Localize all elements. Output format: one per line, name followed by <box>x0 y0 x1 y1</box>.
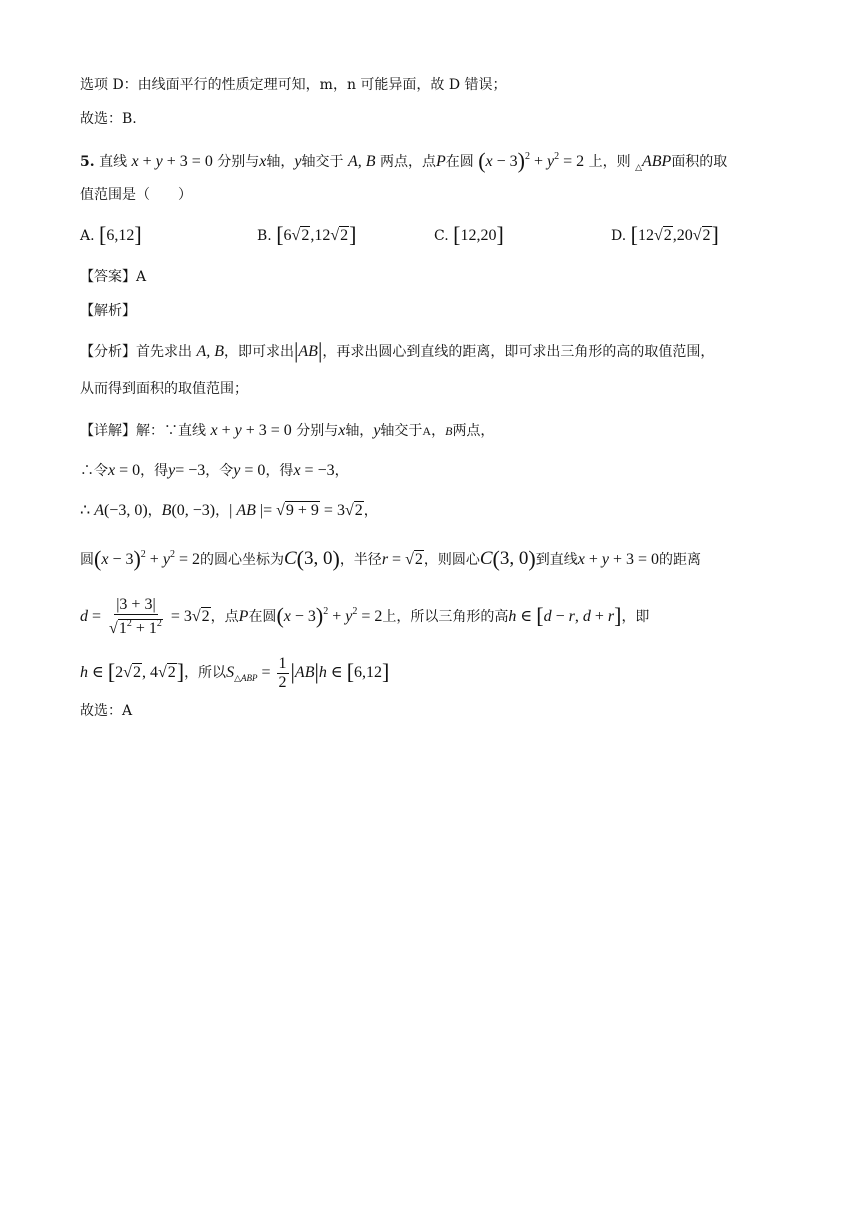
math-interval: [12,20] <box>453 222 504 247</box>
prev-option-d-line: 选项 D：由线面平行的性质定理可知，m，n 可能异面，故 D 错误； <box>80 77 507 93</box>
math-expr: r = √2 <box>381 551 423 568</box>
text-segment: 面积的取 <box>671 154 728 170</box>
math-expr: C(3, 0) <box>479 546 536 571</box>
math-line-equation: x + y + 3 = 0 <box>577 551 659 568</box>
xiangjie-line-3: ∴ A(−3, 0)，B(0, −3)，| AB |= √9 + 9 = 3√2， <box>80 502 378 519</box>
text-segment: 在圆 <box>445 154 474 170</box>
text-segment: 直线 <box>99 154 128 170</box>
math-expr: C(3, 0) <box>283 546 340 571</box>
text-segment: ，再求出圆心到直线的距离，即可求出三角形的高的取值范围， <box>322 344 715 360</box>
math-abs-ab: |AB| <box>294 338 323 363</box>
text-segment: ，则圆心 <box>423 552 480 568</box>
math-line-equation: x + y + 3 = 0 <box>131 153 213 170</box>
option-label: C. <box>434 228 449 244</box>
text-segment: 上，所以三角形的高 <box>382 609 509 625</box>
text-segment: 上，则 <box>588 154 631 170</box>
text-segment: 分别与 <box>217 154 260 170</box>
option-a <box>80 224 142 247</box>
math-interval: [6,12] <box>99 222 142 247</box>
xiangjie-line-2 <box>80 460 349 482</box>
math-point: B <box>445 424 453 438</box>
math-var: P <box>238 608 249 625</box>
math-point: A <box>422 424 432 438</box>
math-points: A, B <box>196 343 224 360</box>
prev-answer-line: 故选：B. <box>80 111 137 127</box>
analysis-tag: 【解析】 <box>80 303 136 319</box>
text-segment: ， <box>334 463 349 479</box>
text-segment: 轴交于 <box>380 423 423 439</box>
math-circle-equation: $(x - 3)^2 + y^2 = 2$ <box>94 546 200 571</box>
text-segment: ，令 <box>205 463 234 479</box>
text-segment: 轴， <box>345 423 374 439</box>
text-segment: ，即可求出 <box>224 344 294 360</box>
xiangjie-line-1: 【详解】解：∵直线 x + y + 3 = 0 分别与x轴，y轴交于A，B两点， <box>80 422 495 439</box>
text-segment: 的距离 <box>659 552 701 568</box>
math-expr: B(0, −3) <box>161 502 216 519</box>
text-segment: ，所以 <box>184 665 227 681</box>
question-number: 5. <box>80 154 95 170</box>
xiangjie-tag: 【详解】 <box>80 423 136 439</box>
math-expr: h ∈ [2√2, 4√2] <box>80 659 185 684</box>
math-points: A, B <box>347 153 376 170</box>
option-b <box>257 224 356 247</box>
final-answer-line: 故选：A <box>80 703 133 719</box>
xiangjie-line-5 <box>80 592 649 638</box>
xiangjie-line-6 <box>80 652 389 698</box>
math-var: y <box>294 153 302 170</box>
text-segment: ，得 <box>265 463 294 479</box>
math-var: x <box>338 422 346 439</box>
text-segment: 轴， <box>266 154 295 170</box>
text-segment: 圆 <box>80 552 94 568</box>
text-segment: ，得 <box>140 463 169 479</box>
answer-tag: 【答案】A <box>80 269 147 285</box>
text-segment: 两点， <box>452 423 495 439</box>
fenxi-line-1 <box>80 340 714 363</box>
math-interval: [12√2,20√2] <box>630 222 719 247</box>
math-distance-formula: d = $\frac{|3 + 3|}{√1^2 + 1^2}$ = 3√2 <box>80 596 210 638</box>
text-segment: ，点 <box>210 609 239 625</box>
option-label: A. <box>80 228 95 244</box>
math-line-equation: x + y + 3 = 0 <box>210 422 292 439</box>
math-expr: y = 0 <box>233 462 266 479</box>
math-var: y <box>373 422 381 439</box>
math-expr: y= −3 <box>168 462 206 479</box>
option-c <box>434 224 504 247</box>
math-expr: x = 0 <box>108 462 141 479</box>
text-segment: 分别与 <box>296 423 339 439</box>
question-5-stem-line-2: 值范围是（ ） <box>80 187 192 203</box>
text-segment: 在圆 <box>248 609 277 625</box>
math-interval: [6√2,12√2] <box>276 222 357 247</box>
math-expr: h ∈ [d − r, d + r] <box>508 603 622 628</box>
option-label: D. <box>611 228 627 244</box>
option-d <box>611 224 719 247</box>
text-segment: ∴令 <box>80 463 108 479</box>
text-segment: 到直线 <box>535 552 578 568</box>
text-segment: 解：∵直线 <box>136 423 206 439</box>
math-circle-equation: $(x - 3)^2 + y^2 = 2$ <box>276 603 383 628</box>
math-expr: | AB |= √9 + 9 = 3√2 <box>229 502 363 519</box>
math-var: x <box>259 153 267 170</box>
fenxi-line-2: 从而得到面积的取值范围； <box>80 381 248 397</box>
math-triangle: $_\triangle$ABP <box>635 153 672 172</box>
xiangjie-line-4 <box>80 544 701 571</box>
math-area-formula: $S_{\triangle ABP}$ = $\frac{1}{2}$ |AB|h ∈ [6,12] <box>226 654 390 691</box>
math-circle-equation: $(x - 3)^2 + y^2 = 2$ <box>478 148 585 173</box>
text-segment: 首先求出 <box>136 344 192 360</box>
fenxi-tag: 【分析】 <box>80 344 136 360</box>
text-segment: 的圆心坐标为 <box>199 552 284 568</box>
text-segment: ，即 <box>621 609 650 625</box>
text-segment: 两点，点 <box>379 154 436 170</box>
math-var: P <box>435 153 446 170</box>
option-label: B. <box>257 228 272 244</box>
math-expr: ∴ A(−3, 0) <box>80 502 148 519</box>
math-expr: x = −3 <box>293 462 335 479</box>
text-segment: 轴交于 <box>301 154 344 170</box>
text-segment: ，半径 <box>339 552 382 568</box>
question-5-stem-line-1 <box>80 146 727 178</box>
